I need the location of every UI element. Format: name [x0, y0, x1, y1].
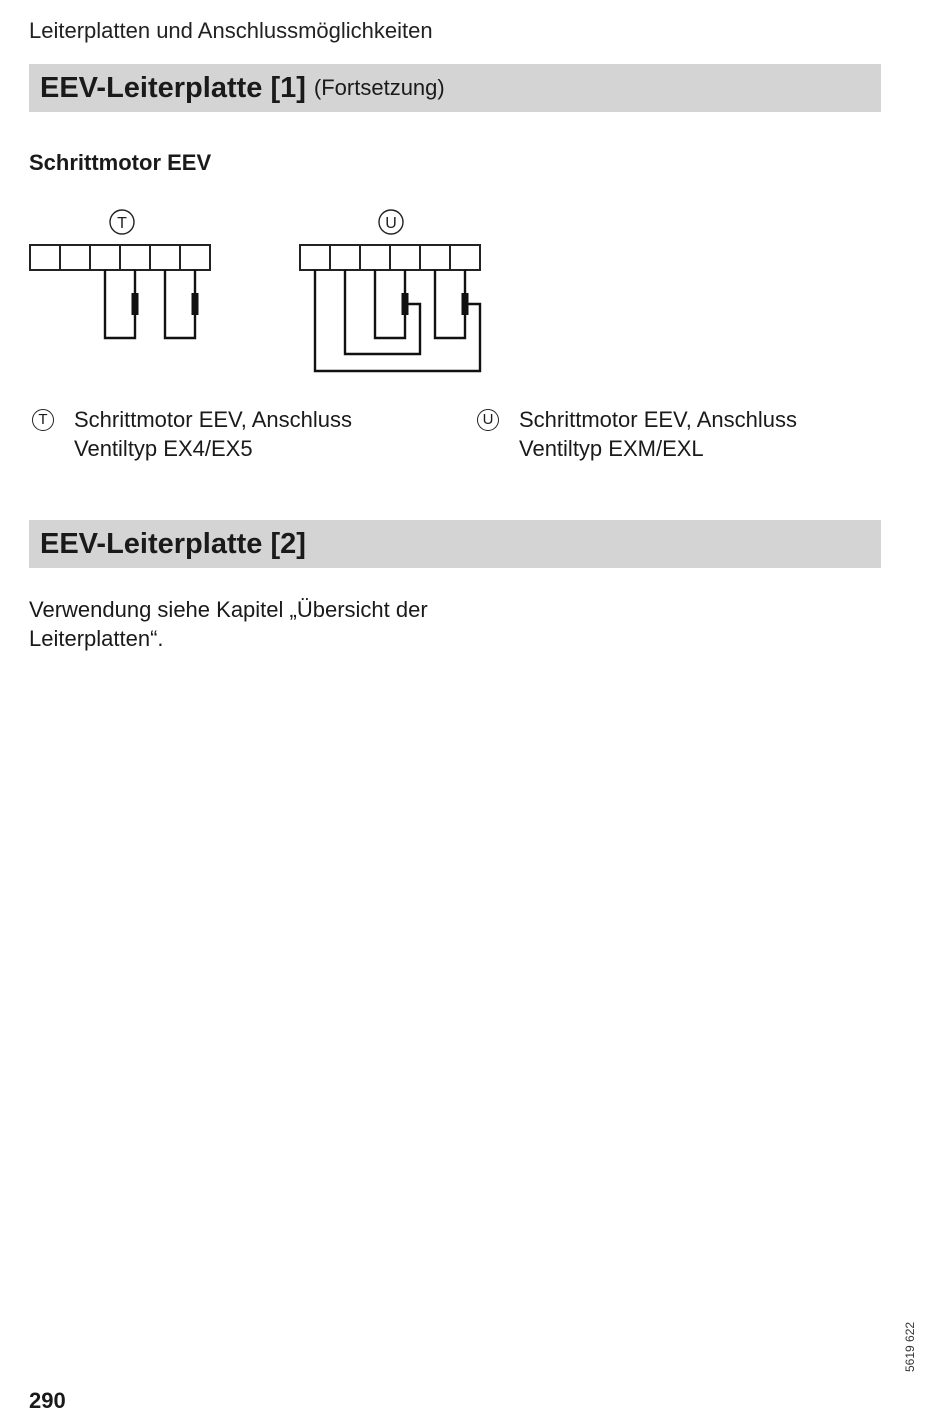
coil-t-1: [132, 293, 139, 315]
coil-loop-t-1: [105, 270, 139, 338]
legend-item-u: [477, 405, 877, 463]
coil-t-2: [192, 293, 199, 315]
subheading-schrittmotor: Schrittmotor EEV: [29, 150, 212, 175]
section-heading-eev-2: [29, 520, 881, 568]
coil-u-2: [462, 293, 469, 315]
legend-marker-t: T: [32, 409, 54, 431]
terminal-strip-u: [300, 245, 480, 270]
terminal-strip-t: [30, 245, 210, 270]
legend-item-t: [32, 405, 432, 463]
coil-loop-t-2: [165, 270, 199, 338]
connector-diagram-t: [30, 210, 210, 338]
section-title: EEV-Leiterplatte [2]: [40, 527, 306, 560]
body-text-verwendung: Verwendung siehe Kapitel „Übersicht der Leiterplatten“.: [29, 597, 428, 651]
running-header: Leiterplatten und Anschlussmöglichkeiten: [29, 18, 433, 43]
connector-diagram-u: [300, 210, 480, 371]
diagram-u-marker-label: U: [385, 215, 397, 232]
section-title-suffix: (Fortsetzung): [313, 75, 445, 100]
diagram-t-marker-label: T: [117, 215, 127, 232]
legend-text-t: Schrittmotor EEV, Anschluss Ventiltyp EX4/EX5: [74, 407, 352, 461]
legend-text-u: Schrittmotor EEV, Anschluss Ventiltyp EXM/EXL: [519, 407, 797, 461]
coil-loop-u-2: [315, 270, 480, 371]
wiring-diagram: [0, 190, 520, 380]
section-heading-eev-1: [29, 64, 881, 112]
section-title: EEV-Leiterplatte [1]: [40, 71, 306, 104]
page-number: 290: [29, 1388, 66, 1413]
coil-u-1: [402, 293, 409, 315]
coil-loop-u-1: [345, 270, 420, 354]
document-number: 5619 622: [903, 1321, 917, 1372]
legend-marker-u: U: [477, 409, 499, 431]
